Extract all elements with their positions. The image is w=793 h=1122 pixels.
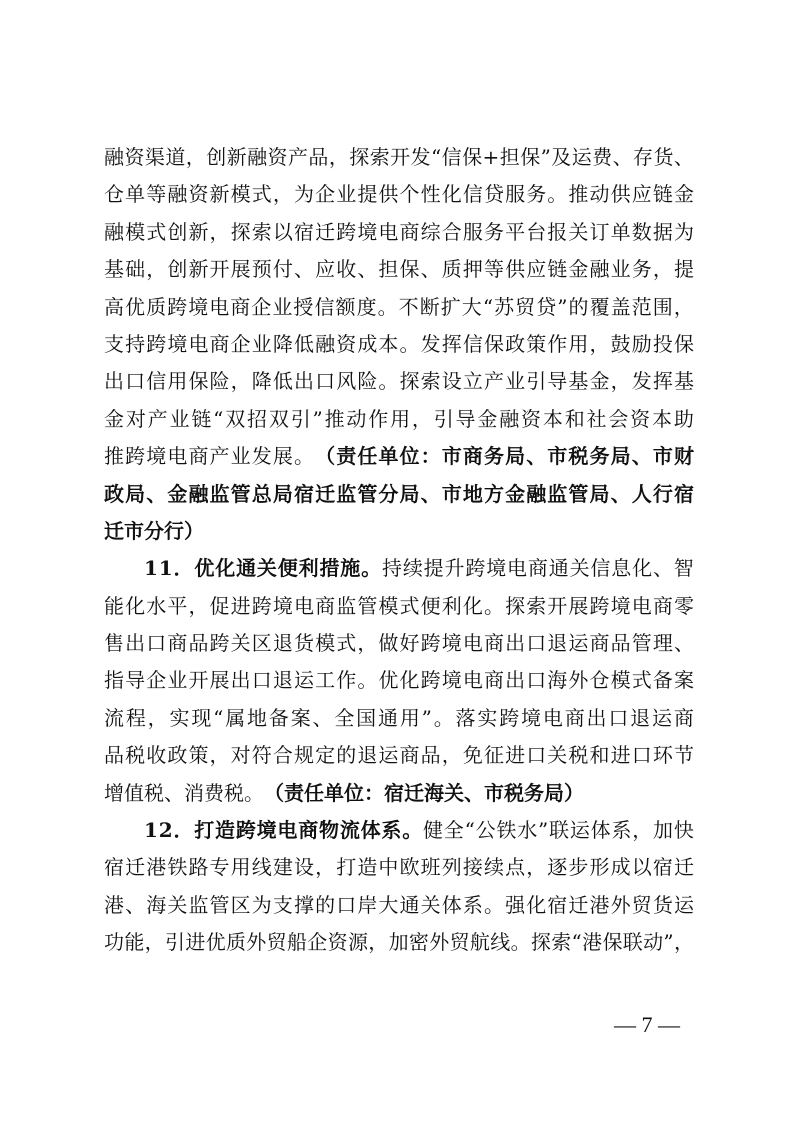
text-line xyxy=(104,775,694,812)
text-line: 功 能 ， 引 进 优 质 外 贸 船 企 资 源 ， 加 密 外 贸 航 线 。 探 索 “ 港 保 联 动 ” ， xyxy=(104,930,694,955)
text-line: 仓 单 等 融 资 新 模 式 ， 为 企 业 提 供 个 性 化 信 贷 服 务 。 推 动 供 应 链 金 xyxy=(104,182,694,207)
text-line: 出 口 信 用 保 险 ， 降 低 出 口 风 险 。 探 索 设 立 产 业 引 导 基 金 ， 发 挥 基 xyxy=(104,369,694,394)
bold-text: 迁市分行） xyxy=(104,518,204,543)
text-line: 港 、 海 关 监 管 区 为 支 撑 的 口 岸 大 通 关 体 系 。 强 化 宿 迁 港 外 贸 货 运 xyxy=(104,892,694,917)
text-line: 高 优 质 跨 境 电 商 企 业 授 信 额 度 。 不 断 扩 大 “ 苏 贸 贷 ” 的 覆 盖 范 围 ， xyxy=(104,294,694,319)
text-line: 政 局 、 金 融 监 管 总 局 宿 迁 监 管 分 局 、 市 地 方 金 融 监 管 局 、 人 行 宿 xyxy=(104,481,694,506)
text-line: 宿 迁 港 铁 路 专 用 线 建 设 ， 打 造 中 欧 班 列 接 续 点 ， 逐 步 形 成 以 宿 迁 xyxy=(104,855,694,880)
body-text xyxy=(104,139,694,962)
text-line: 推 跨 境 电 商 产 业 发 展 。 （ 责 任 单 位 ： 市 商 务 局 、 市 税 务 局 、 市 财 xyxy=(104,444,694,469)
text-line: 基 础 ， 创 新 开 展 预 付 、 应 收 、 担 保 、 质 押 等 供 应 链 金 融 业 务 ， 提 xyxy=(104,257,694,282)
text-run: 增值税、消费税。 xyxy=(104,780,264,805)
text-line: 售 出 口 商 品 跨 关 区 退 货 模 式 ， 做 好 跨 境 电 商 出 口 退 运 商 品 管 理 、 xyxy=(104,631,694,656)
bold-text: （责任单位：宿迁海关、市税务局） xyxy=(264,780,584,805)
text-line: 流 程 ， 实 现 “ 属 地 备 案 、 全 国 通 用 ” 。 落 实 跨 境 电 商 出 口 退 运 商 xyxy=(104,705,694,730)
text-line xyxy=(104,513,694,550)
page-number: — 7 — xyxy=(614,1012,680,1037)
text-line: 支 持 跨 境 电 商 企 业 降 低 融 资 成 本 。 发 挥 信 保 政 策 作 用 ， 鼓 励 投 保 xyxy=(104,331,694,356)
text-line: 金 对 产 业 链 “ 双 招 双 引 ” 推 动 作 用 ， 引 导 金 融 资 本 和 社 会 资 本 助 xyxy=(104,406,694,431)
paragraph-first-line: 1 1 ． 优 化 通 关 便 利 措 施 。 持 续 提 升 跨 境 电 商 通 关 信 息 化 、 智 xyxy=(144,556,694,581)
paragraph-first-line: 1 2 ． 打 造 跨 境 电 商 物 流 体 系 。 健 全 “ 公 铁 水 ” 联 运 体 系 ， 加 快 xyxy=(144,818,694,843)
text-line: 能 化 水 平 ， 促 进 跨 境 电 商 监 管 模 式 便 利 化 。 探 索 开 展 跨 境 电 商 零 xyxy=(104,593,694,618)
text-line: 指 导 企 业 开 展 出 口 退 运 工 作 。 优 化 跨 境 电 商 出 口 海 外 仓 模 式 备 案 xyxy=(104,668,694,693)
text-line: 融 资 渠 道 ， 创 新 融 资 产 品 ， 探 索 开 发 “ 信 保 + 担 保 ” 及 运 费 、 存 货 、 xyxy=(104,145,694,169)
text-line: 品 税 收 政 策 ， 对 符 合 规 定 的 退 运 商 品 ， 免 征 进 口 关 税 和 进 口 环 节 xyxy=(104,743,694,768)
text-line: 融 模 式 创 新 ， 探 索 以 宿 迁 跨 境 电 商 综 合 服 务 平 台 报 关 订 单 数 据 为 xyxy=(104,219,694,244)
